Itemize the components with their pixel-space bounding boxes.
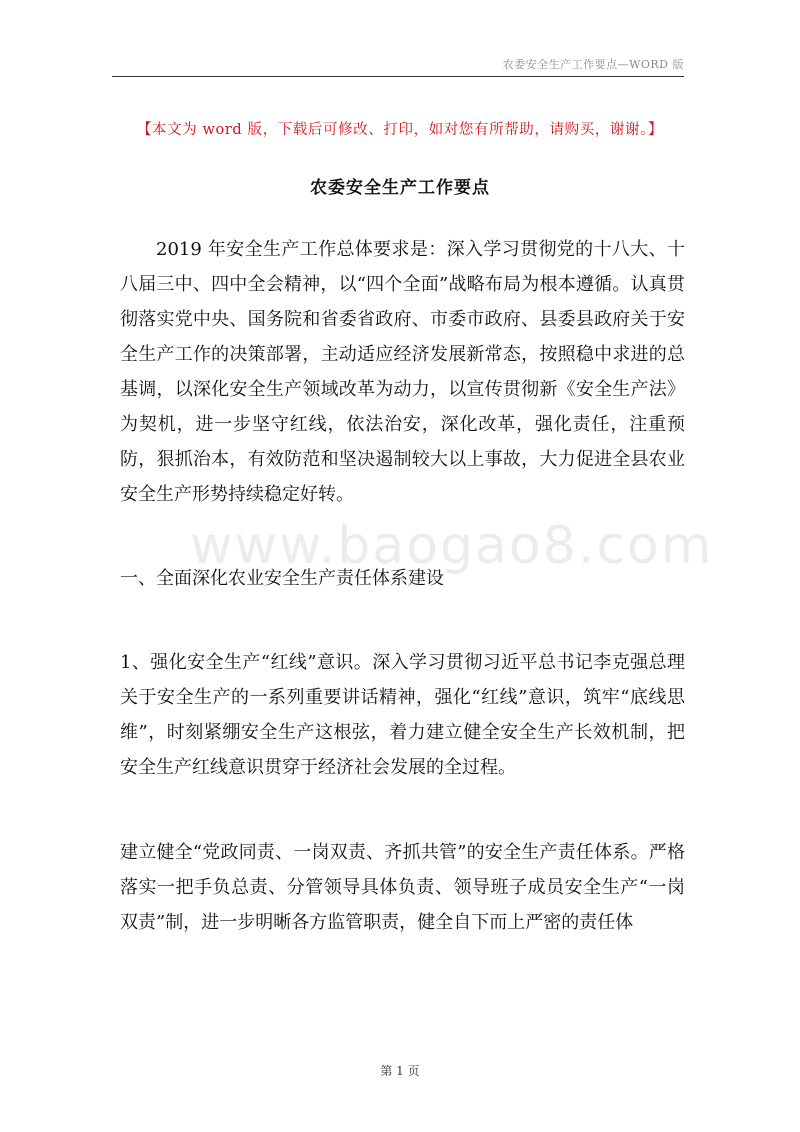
paragraph-intro: 2019 年安全生产工作总体要求是：深入学习贯彻党的十八大、十八届三中、四中全会精神，以“四个全面”战略布局为根本遵循。认真贯彻落实党中央、国务院和省委省政府、市委市政府、县委县政府关于安全生产工作的决策部署，主动适应经济发展新常态，按照稳中求进的总基调，以深化安全生产领域改革为动力，以宣传贯彻新《安全生产法》为契机，进一步坚守红线，依法治安，深化改革，强化责任，注重预防，狠抓治本，有效防范和坚决遏制较大以上事故，大力促进全县农业安全生产形势持续稳定好转。 xyxy=(120,239,685,505)
paragraph-item-1: 1、强化安全生产“红线”意识。深入学习贯彻习近平总书记李克强总理关于安全生产的一系列重要讲话精神，强化“红线”意识，筑牢“底线思维”，时刻紧绷安全生产这根弦，着力建立健全安全生产长效机制，把安全生产红线意识贯穿于经济社会发展的全过程。 xyxy=(120,652,685,778)
paragraph-item-2: 建立健全“党政同责、一岗双责、齐抓共管”的安全生产责任体系。严格落实一把手负总责、分管领导具体负责、领导班子成员安全生产“一岗双责”制，进一步明晰各方监管职责，健全自下而上严密的责任体 xyxy=(120,842,685,933)
document-title: 农委安全生产工作要点 xyxy=(310,178,490,198)
page-number: 第 1 页 xyxy=(380,1064,420,1078)
section-heading-1: 一、全面深化农业安全生产责任体系建设 xyxy=(120,568,444,589)
document-body xyxy=(120,232,685,940)
header-running-title: 农委安全生产工作要点—WORD 版 xyxy=(502,58,684,71)
watermark: www.baogao8.com xyxy=(190,516,714,576)
purchase-notice: 【本文为 word 版，下载后可修改、打印，如对您有所帮助，请购买，谢谢。】 xyxy=(136,122,664,138)
page-header xyxy=(112,52,684,77)
